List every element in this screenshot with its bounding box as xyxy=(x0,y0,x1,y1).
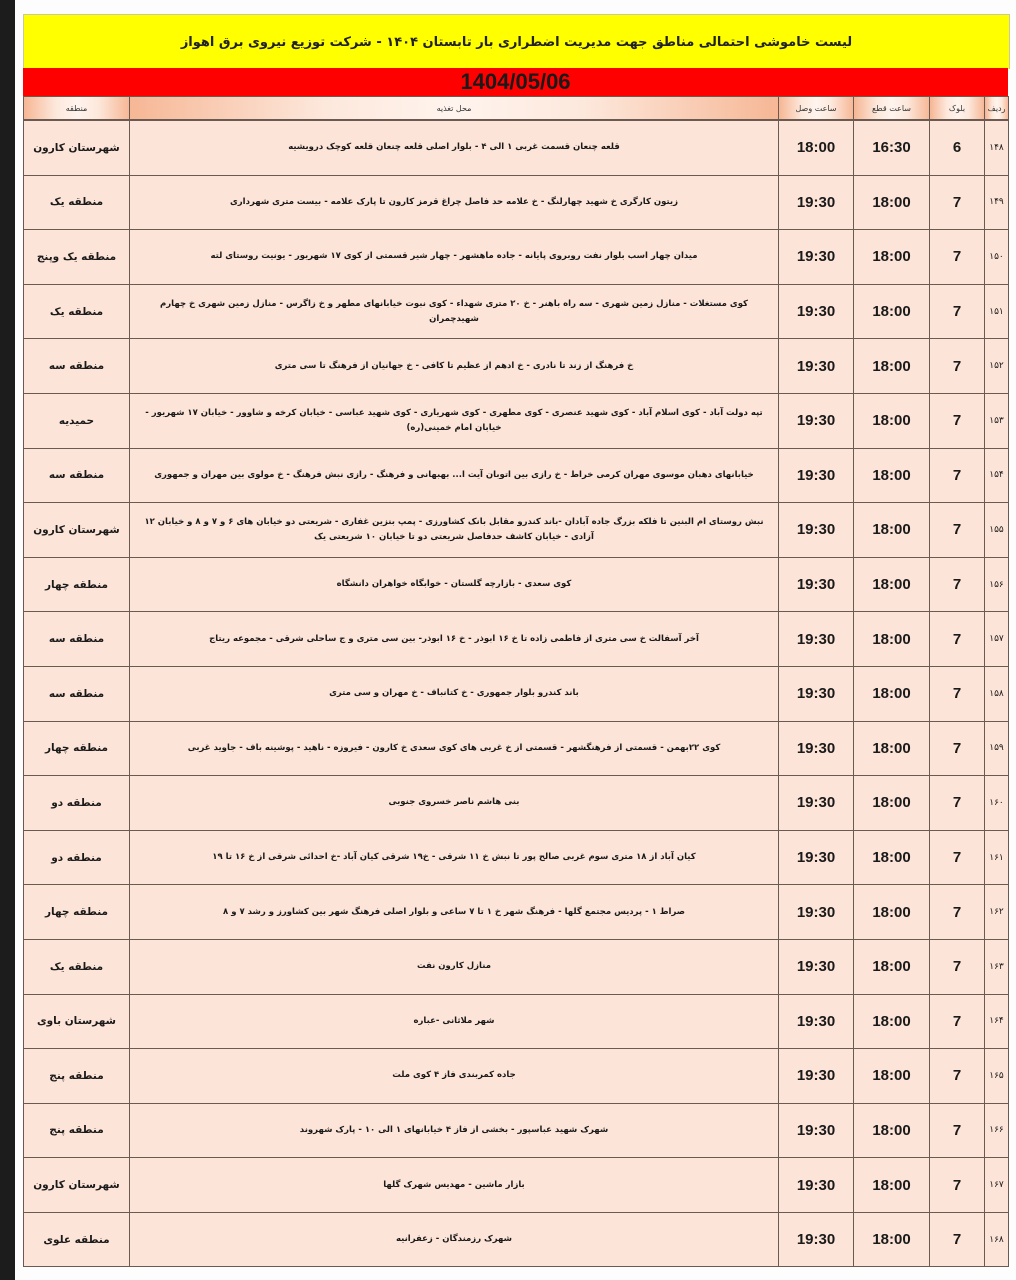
cut-time: 18:00 xyxy=(854,339,930,394)
cut-time: 18:00 xyxy=(854,284,930,339)
feed-location: بازار ماشین - مهدیس شهرک گلها xyxy=(130,1158,779,1213)
feed-location: جاده کمربندی فاز ۴ کوی ملت xyxy=(130,1049,779,1104)
row-number: ۱۵۸ xyxy=(985,666,1009,721)
connect-time: 19:30 xyxy=(779,612,854,667)
block-number: 7 xyxy=(930,1103,985,1158)
feed-location: خ فرهنگ از زند تا نادری - خ ادهم از عظیم تا کافی - خ جهانیان از فرهنگ تا سی متری xyxy=(130,339,779,394)
block-number: 7 xyxy=(930,666,985,721)
table-row xyxy=(24,776,1009,831)
row-number: ۱۵۳ xyxy=(985,393,1009,448)
block-number: 7 xyxy=(930,721,985,776)
row-number: ۱۴۹ xyxy=(985,175,1009,230)
block-number: 7 xyxy=(930,230,985,285)
cut-time: 18:00 xyxy=(854,830,930,885)
block-number: 7 xyxy=(930,503,985,558)
date-bar: 1404/05/06 xyxy=(23,68,1008,96)
cut-time: 18:00 xyxy=(854,939,930,994)
connect-time: 19:30 xyxy=(779,175,854,230)
cut-time: 18:00 xyxy=(854,776,930,831)
connect-time: 19:30 xyxy=(779,1212,854,1267)
feed-location: کوی مستغلات - منازل زمین شهری - سه راه باهنر - خ ۲۰ متری شهداء - کوی نبوت خیابانهای مطهر و خ زاگرس - منازل زمین شهری خ چهارم شهیدچمران xyxy=(130,284,779,339)
table-row xyxy=(24,284,1009,339)
table-row xyxy=(24,612,1009,667)
block-number: 7 xyxy=(930,1158,985,1213)
connect-time: 19:30 xyxy=(779,939,854,994)
header-region: منطقه xyxy=(24,97,130,121)
table-row xyxy=(24,448,1009,503)
left-dark-border xyxy=(0,0,15,1280)
block-number: 7 xyxy=(930,1049,985,1104)
cut-time: 18:00 xyxy=(854,721,930,776)
row-number: ۱۶۷ xyxy=(985,1158,1009,1213)
row-number: ۱۵۹ xyxy=(985,721,1009,776)
cut-time: 18:00 xyxy=(854,666,930,721)
outage-schedule-table xyxy=(23,96,1009,1267)
cut-time: 18:00 xyxy=(854,1158,930,1213)
block-number: 6 xyxy=(930,120,985,175)
region-name: منطقه چهار xyxy=(24,885,130,940)
region-name: شهرستان کارون xyxy=(24,120,130,175)
header-connect-time: ساعت وصل xyxy=(779,97,854,121)
region-name: منطقه دو xyxy=(24,776,130,831)
block-number: 7 xyxy=(930,885,985,940)
cut-time: 18:00 xyxy=(854,175,930,230)
cut-time: 18:00 xyxy=(854,557,930,612)
block-number: 7 xyxy=(930,339,985,394)
feed-location: منازل کارون نفت xyxy=(130,939,779,994)
connect-time: 19:30 xyxy=(779,994,854,1049)
block-number: 7 xyxy=(930,284,985,339)
region-name: منطقه چهار xyxy=(24,721,130,776)
header-block: بلوک xyxy=(930,97,985,121)
connect-time: 19:30 xyxy=(779,885,854,940)
table-row xyxy=(24,557,1009,612)
region-name: منطقه پنج xyxy=(24,1049,130,1104)
row-number: ۱۶۵ xyxy=(985,1049,1009,1104)
row-number: ۱۶۰ xyxy=(985,776,1009,831)
connect-time: 19:30 xyxy=(779,448,854,503)
region-name: شهرستان کارون xyxy=(24,503,130,558)
cut-time: 18:00 xyxy=(854,885,930,940)
block-number: 7 xyxy=(930,1212,985,1267)
cut-time: 16:30 xyxy=(854,120,930,175)
cut-time: 18:00 xyxy=(854,612,930,667)
table-row xyxy=(24,339,1009,394)
row-number: ۱۶۸ xyxy=(985,1212,1009,1267)
cut-time: 18:00 xyxy=(854,994,930,1049)
feed-location: صراط ۱ - پردیس مجتمع گلها - فرهنگ شهر خ ۱ تا ۷ ساعی و بلوار اصلی فرهنگ شهر بین کشاورز و رشد ۷ و ۸ xyxy=(130,885,779,940)
region-name: منطقه پنج xyxy=(24,1103,130,1158)
table-row xyxy=(24,994,1009,1049)
connect-time: 19:30 xyxy=(779,1049,854,1104)
header-location: محل تغذیه xyxy=(130,97,779,121)
feed-location: بنی هاشم ناصر خسروی جنوبی xyxy=(130,776,779,831)
cut-time: 18:00 xyxy=(854,230,930,285)
row-number: ۱۶۱ xyxy=(985,830,1009,885)
table-row xyxy=(24,175,1009,230)
feed-location: شهرک رزمندگان - زعفرانیه xyxy=(130,1212,779,1267)
header-cut-time: ساعت قطع xyxy=(854,97,930,121)
table-row xyxy=(24,393,1009,448)
region-name: حمیدیه xyxy=(24,393,130,448)
row-number: ۱۶۴ xyxy=(985,994,1009,1049)
row-number: ۱۵۷ xyxy=(985,612,1009,667)
header-radif: ردیف xyxy=(985,97,1009,121)
connect-time: 19:30 xyxy=(779,503,854,558)
connect-time: 18:00 xyxy=(779,120,854,175)
cut-time: 18:00 xyxy=(854,1049,930,1104)
region-name: منطقه یک xyxy=(24,175,130,230)
cut-time: 18:00 xyxy=(854,448,930,503)
table-row xyxy=(24,939,1009,994)
row-number: ۱۵۱ xyxy=(985,284,1009,339)
region-name: منطقه علوی xyxy=(24,1212,130,1267)
feed-location: باند کندرو بلوار جمهوری - خ کتانباف - خ مهران و سی متری xyxy=(130,666,779,721)
table-row xyxy=(24,503,1009,558)
row-number: ۱۴۸ xyxy=(985,120,1009,175)
connect-time: 19:30 xyxy=(779,557,854,612)
block-number: 7 xyxy=(930,393,985,448)
feed-location: کیان آباد از ۱۸ متری سوم غربی صالح پور تا نبش خ ۱۱ شرقی - خ۱۹ شرقی کیان آباد -خ احدائی شرقی از خ ۱۶ تا ۱۹ xyxy=(130,830,779,885)
region-name: شهرستان کارون xyxy=(24,1158,130,1213)
row-number: ۱۶۲ xyxy=(985,885,1009,940)
region-name: منطقه یک وپنج xyxy=(24,230,130,285)
connect-time: 19:30 xyxy=(779,230,854,285)
feed-location: میدان چهار اسب بلوار نفت روبروی پایانه - جاده ماهشهر - چهار شیر قسمتی از کوی ۱۷ شهریور - یونیت روستای لته xyxy=(130,230,779,285)
table-row xyxy=(24,666,1009,721)
region-name: منطقه سه xyxy=(24,666,130,721)
table-row xyxy=(24,1158,1009,1213)
table-header-row xyxy=(24,97,1009,121)
cut-time: 18:00 xyxy=(854,393,930,448)
cut-time: 18:00 xyxy=(854,1212,930,1267)
row-number: ۱۵۴ xyxy=(985,448,1009,503)
block-number: 7 xyxy=(930,830,985,885)
connect-time: 19:30 xyxy=(779,339,854,394)
document-title: لیست خاموشی احتمالی مناطق جهت مدیریت اضطراری بار تابستان ۱۴۰۴ - شرکت توزیع نیروی برق اهواز xyxy=(23,14,1010,69)
row-number: ۱۶۶ xyxy=(985,1103,1009,1158)
cut-time: 18:00 xyxy=(854,1103,930,1158)
connect-time: 19:30 xyxy=(779,776,854,831)
feed-location: قلعه چنعان قسمت غربی ۱ الی ۴ - بلوار اصلی قلعه چنعان قلعه کوچک درویشیه xyxy=(130,120,779,175)
connect-time: 19:30 xyxy=(779,1103,854,1158)
connect-time: 19:30 xyxy=(779,830,854,885)
table-row xyxy=(24,830,1009,885)
region-name: منطقه یک xyxy=(24,284,130,339)
feed-location: تپه دولت آباد - کوی اسلام آباد - کوی شهید عنصری - کوی مطهری - کوی شهریاری - کوی شهید عباسی - خیابان کرخه و شاوور - خیابان ۱۷ شهریور - خیابان امام خمینی(ره) xyxy=(130,393,779,448)
region-name: منطقه سه xyxy=(24,448,130,503)
connect-time: 19:30 xyxy=(779,721,854,776)
table-row xyxy=(24,1103,1009,1158)
table-row xyxy=(24,1212,1009,1267)
block-number: 7 xyxy=(930,994,985,1049)
table-row xyxy=(24,1049,1009,1104)
connect-time: 19:30 xyxy=(779,666,854,721)
row-number: ۱۵۲ xyxy=(985,339,1009,394)
row-number: ۱۶۳ xyxy=(985,939,1009,994)
row-number: ۱۵۰ xyxy=(985,230,1009,285)
table-row xyxy=(24,230,1009,285)
region-name: منطقه دو xyxy=(24,830,130,885)
connect-time: 19:30 xyxy=(779,284,854,339)
table-row xyxy=(24,721,1009,776)
table-row xyxy=(24,885,1009,940)
table-row xyxy=(24,120,1009,175)
region-name: منطقه یک xyxy=(24,939,130,994)
feed-location: خیابانهای دهبان موسوی مهران کرمی خراط - خ رازی بین اتوبان آیت ا... بهبهانی و فرهنگ - رازی نبش فرهنگ - خ مولوی بین مهران و جمهوری xyxy=(130,448,779,503)
feed-location: نبش روستای ام البنین تا فلکه بزرگ جاده آبادان -باند کندرو مقابل بانک کشاورزی - پمپ بنزین غفاری - شریعتی دو خیابان های ۶ و ۷ و ۸ و خیابان ۱۲ آزادی - خیابان کاشف حدفاصل شریعتی دو تا خیابان ۱۰ شریعتی یک xyxy=(130,503,779,558)
feed-location: شهرک شهید عباسپور - بخشی از فاز ۴ خیابانهای ۱ الی ۱۰ - پارک شهروند xyxy=(130,1103,779,1158)
block-number: 7 xyxy=(930,612,985,667)
region-name: شهرستان باوی xyxy=(24,994,130,1049)
block-number: 7 xyxy=(930,448,985,503)
block-number: 7 xyxy=(930,557,985,612)
connect-time: 19:30 xyxy=(779,393,854,448)
block-number: 7 xyxy=(930,776,985,831)
region-name: منطقه سه xyxy=(24,339,130,394)
feed-location: آخر آسفالت خ سی متری از فاطمی زاده تا خ ۱۶ ابوذر - خ ۱۶ ابوذر- بین سی متری و ج ساحلی شرقی - مجموعه ریتاج xyxy=(130,612,779,667)
region-name: منطقه چهار xyxy=(24,557,130,612)
row-number: ۱۵۶ xyxy=(985,557,1009,612)
feed-location: زیتون کارگری خ شهید چهارلنگ - خ علامه حد فاصل چراغ قرمز کارون تا پارک علامه - بیست متری شهرداری xyxy=(130,175,779,230)
cut-time: 18:00 xyxy=(854,503,930,558)
connect-time: 19:30 xyxy=(779,1158,854,1213)
block-number: 7 xyxy=(930,175,985,230)
row-number: ۱۵۵ xyxy=(985,503,1009,558)
feed-location: شهر ملاثانی -عباره xyxy=(130,994,779,1049)
block-number: 7 xyxy=(930,939,985,994)
region-name: منطقه سه xyxy=(24,612,130,667)
feed-location: کوی سعدی - بازارچه گلستان - خوابگاه خواهران دانشگاه xyxy=(130,557,779,612)
feed-location: کوی ۲۲بهمن - قسمتی از فرهنگشهر - قسمتی از خ غربی های کوی سعدی خ کارون - فیروزه - ناهید - پوشینه باف - جاوید غربی xyxy=(130,721,779,776)
